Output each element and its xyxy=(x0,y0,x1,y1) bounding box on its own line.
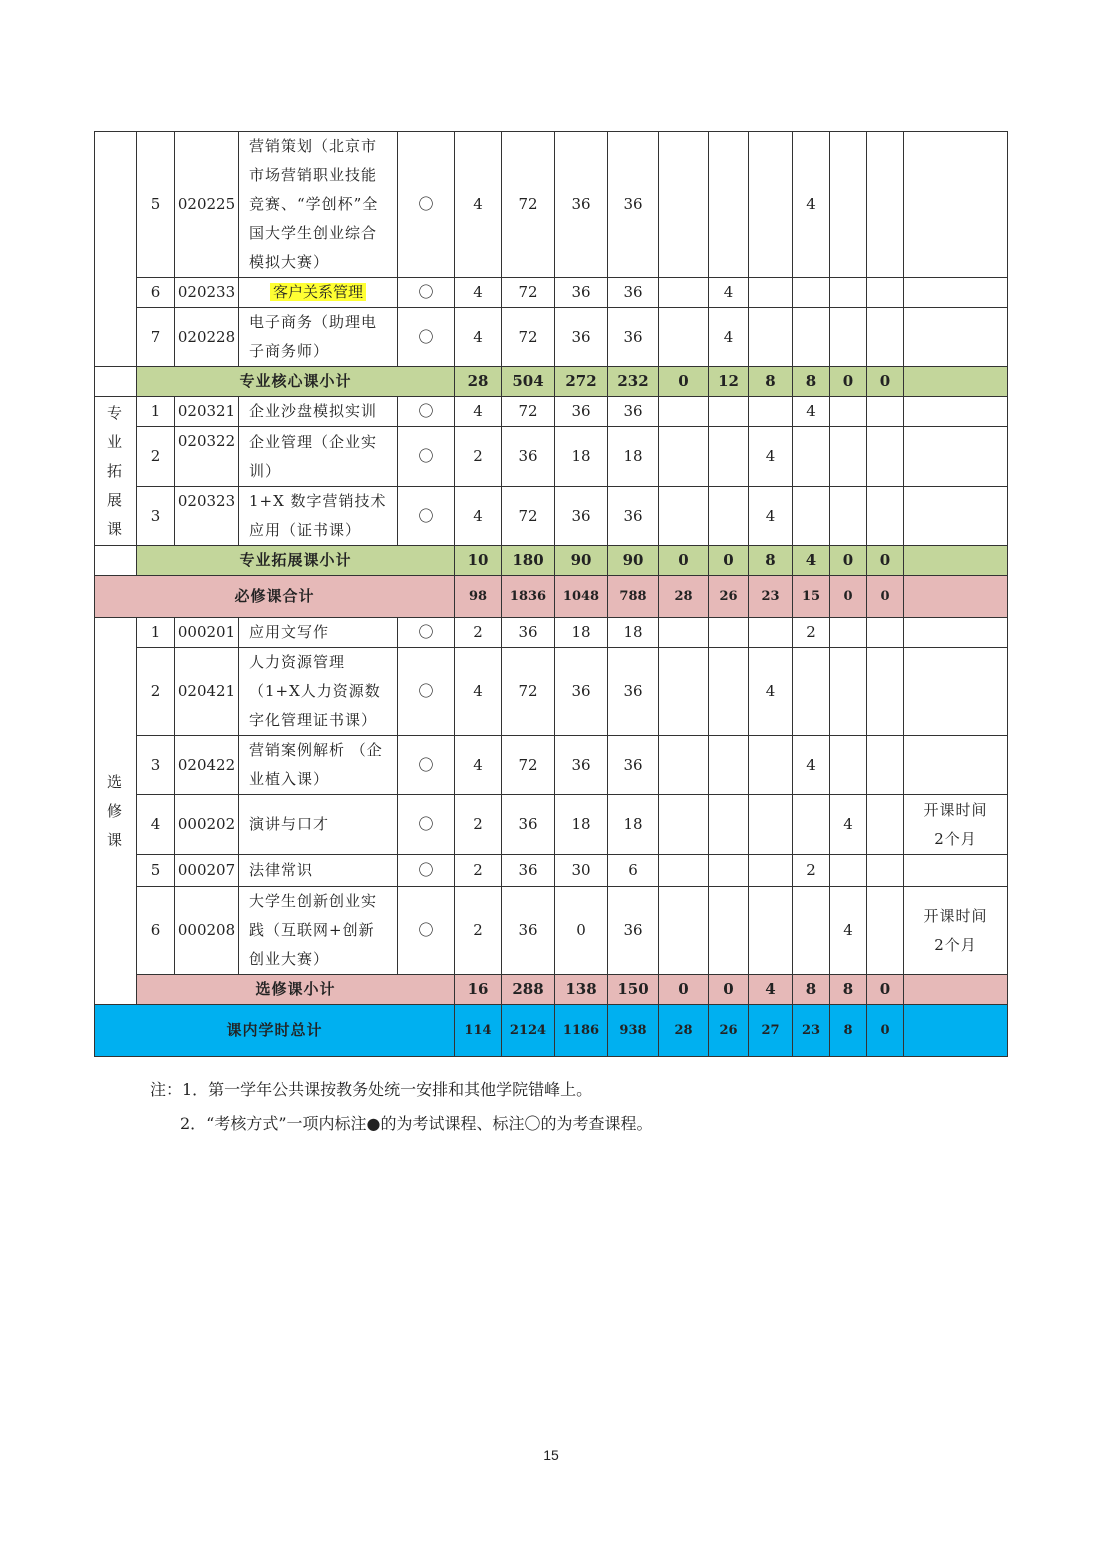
required-total-row xyxy=(95,576,1008,618)
table-row xyxy=(95,736,1008,795)
grand-total-value: 938 xyxy=(608,1005,659,1057)
total-hours: 36 xyxy=(502,887,555,975)
semester-2 xyxy=(709,132,749,278)
semester-2 xyxy=(709,427,749,487)
subtotal-value: 8 xyxy=(830,975,867,1005)
subtotal-value: 16 xyxy=(455,975,502,1005)
total-remark xyxy=(904,576,1008,618)
elective-subtotal-row xyxy=(95,975,1008,1005)
theory-hours: 30 xyxy=(555,855,608,887)
remark xyxy=(904,618,1008,648)
semester-6 xyxy=(867,736,904,795)
course-code: 020233 xyxy=(175,278,239,308)
semester-6 xyxy=(867,397,904,427)
assessment-mark: 〇 xyxy=(398,397,455,427)
grand-total-remark xyxy=(904,1005,1008,1057)
theory-hours: 36 xyxy=(555,278,608,308)
assessment-mark: 〇 xyxy=(398,795,455,855)
course-name: 大学生创新创业实践（互联网+创新创业大赛） xyxy=(239,887,398,975)
remark: 开课时间 2个月 xyxy=(904,887,1008,975)
semester-6 xyxy=(867,308,904,367)
course-name-highlighted: 客户关系管理 xyxy=(270,283,366,301)
semester-2: 4 xyxy=(709,278,749,308)
course-code: 020322 xyxy=(175,427,239,487)
table-row xyxy=(95,278,1008,308)
credit: 4 xyxy=(455,736,502,795)
practice-hours: 36 xyxy=(608,487,659,546)
remark xyxy=(904,736,1008,795)
practice-hours: 36 xyxy=(608,132,659,278)
total-hours: 72 xyxy=(502,397,555,427)
semester-3 xyxy=(749,397,793,427)
semester-4 xyxy=(793,278,830,308)
subtotal-remark xyxy=(904,546,1008,576)
grand-total-value: 27 xyxy=(749,1005,793,1057)
assessment-mark: 〇 xyxy=(398,736,455,795)
course-code: 020421 xyxy=(175,648,239,736)
row-number: 2 xyxy=(137,427,175,487)
grand-total-label: 课内学时总计 xyxy=(95,1005,455,1057)
group-cell-core xyxy=(95,132,137,367)
row-number: 5 xyxy=(137,132,175,278)
semester-5 xyxy=(830,618,867,648)
semester-2: 4 xyxy=(709,308,749,367)
semester-2 xyxy=(709,648,749,736)
subtotal-value: 0 xyxy=(659,975,709,1005)
remark xyxy=(904,132,1008,278)
total-hours: 36 xyxy=(502,427,555,487)
total-hours: 72 xyxy=(502,487,555,546)
credit: 2 xyxy=(455,795,502,855)
row-number: 6 xyxy=(137,278,175,308)
semester-4 xyxy=(793,795,830,855)
subtotal-value: 180 xyxy=(502,546,555,576)
grand-total-row xyxy=(95,1005,1008,1057)
assessment-mark: 〇 xyxy=(398,855,455,887)
course-name: 企业沙盘模拟实训 xyxy=(239,397,398,427)
credit: 2 xyxy=(455,887,502,975)
practice-hours: 18 xyxy=(608,427,659,487)
subtotal-value: 0 xyxy=(709,546,749,576)
total-hours: 72 xyxy=(502,278,555,308)
semester-6 xyxy=(867,132,904,278)
remark xyxy=(904,648,1008,736)
subtotal-value: 150 xyxy=(608,975,659,1005)
grand-total-value: 28 xyxy=(659,1005,709,1057)
remark xyxy=(904,397,1008,427)
practice-hours: 6 xyxy=(608,855,659,887)
practice-hours: 18 xyxy=(608,795,659,855)
subtotal-value: 0 xyxy=(830,546,867,576)
credit: 4 xyxy=(455,397,502,427)
total-hours: 36 xyxy=(502,855,555,887)
total-hours: 72 xyxy=(502,648,555,736)
extension-subtotal-row xyxy=(95,546,1008,576)
semester-1 xyxy=(659,887,709,975)
semester-2 xyxy=(709,736,749,795)
subtotal-value: 8 xyxy=(749,546,793,576)
subtotal-label: 专业拓展课小计 xyxy=(137,546,455,576)
semester-3 xyxy=(749,278,793,308)
total-value: 0 xyxy=(867,576,904,618)
grand-total-value: 23 xyxy=(793,1005,830,1057)
assessment-mark: 〇 xyxy=(398,427,455,487)
semester-6 xyxy=(867,278,904,308)
semester-5 xyxy=(830,855,867,887)
course-code: 020225 xyxy=(175,132,239,278)
semester-1 xyxy=(659,855,709,887)
semester-1 xyxy=(659,278,709,308)
total-value: 98 xyxy=(455,576,502,618)
course-name: 法律常识 xyxy=(239,855,398,887)
course-name: 企业管理（企业实训） xyxy=(239,427,398,487)
credit: 2 xyxy=(455,427,502,487)
semester-1 xyxy=(659,308,709,367)
semester-4: 4 xyxy=(793,397,830,427)
grand-total-value: 26 xyxy=(709,1005,749,1057)
row-number: 7 xyxy=(137,308,175,367)
theory-hours: 36 xyxy=(555,648,608,736)
subtotal-value: 10 xyxy=(455,546,502,576)
remark xyxy=(904,855,1008,887)
row-number: 3 xyxy=(137,487,175,546)
subtotal-blank xyxy=(95,367,137,397)
grand-total-value: 0 xyxy=(867,1005,904,1057)
assessment-mark: 〇 xyxy=(398,887,455,975)
assessment-mark: 〇 xyxy=(398,308,455,367)
assessment-mark: 〇 xyxy=(398,132,455,278)
credit: 4 xyxy=(455,132,502,278)
remark xyxy=(904,427,1008,487)
total-hours: 36 xyxy=(502,618,555,648)
course-code: 020323 xyxy=(175,487,239,546)
subtotal-value: 0 xyxy=(867,546,904,576)
subtotal-value: 90 xyxy=(555,546,608,576)
table-row xyxy=(95,132,1008,278)
semester-5 xyxy=(830,308,867,367)
table-row xyxy=(95,487,1008,546)
table-row xyxy=(95,308,1008,367)
theory-hours: 36 xyxy=(555,132,608,278)
theory-hours: 18 xyxy=(555,427,608,487)
theory-hours: 36 xyxy=(555,487,608,546)
page-number: 15 xyxy=(543,1447,559,1463)
subtotal-remark xyxy=(904,975,1008,1005)
row-number: 1 xyxy=(137,618,175,648)
semester-3 xyxy=(749,308,793,367)
course-code: 000207 xyxy=(175,855,239,887)
semester-6 xyxy=(867,648,904,736)
table-row xyxy=(95,795,1008,855)
subtotal-value: 0 xyxy=(830,367,867,397)
total-hours: 72 xyxy=(502,736,555,795)
subtotal-value: 0 xyxy=(867,975,904,1005)
remark: 开课时间 2个月 xyxy=(904,795,1008,855)
semester-1 xyxy=(659,427,709,487)
group-label-elective: 选修课 xyxy=(95,618,137,1005)
semester-4 xyxy=(793,648,830,736)
grand-total-value: 114 xyxy=(455,1005,502,1057)
total-value: 26 xyxy=(709,576,749,618)
subtotal-value: 8 xyxy=(793,367,830,397)
semester-1 xyxy=(659,736,709,795)
course-name: 演讲与口才 xyxy=(239,795,398,855)
semester-3: 4 xyxy=(749,487,793,546)
grand-total-value: 1186 xyxy=(555,1005,608,1057)
theory-hours: 36 xyxy=(555,308,608,367)
semester-5 xyxy=(830,648,867,736)
course-code: 020422 xyxy=(175,736,239,795)
subtotal-value: 272 xyxy=(555,367,608,397)
course-name: 人力资源管理（1+X人力资源数字化管理证书课） xyxy=(239,648,398,736)
practice-hours: 36 xyxy=(608,278,659,308)
course-code: 000201 xyxy=(175,618,239,648)
subtotal-value: 28 xyxy=(455,367,502,397)
total-value: 23 xyxy=(749,576,793,618)
semester-4: 2 xyxy=(793,618,830,648)
credit: 4 xyxy=(455,278,502,308)
semester-3: 4 xyxy=(749,648,793,736)
subtotal-blank xyxy=(95,546,137,576)
course-code: 020321 xyxy=(175,397,239,427)
semester-1 xyxy=(659,487,709,546)
semester-3 xyxy=(749,887,793,975)
group-label-extension: 专业拓展课 xyxy=(95,397,137,546)
semester-4 xyxy=(793,427,830,487)
core-subtotal-row xyxy=(95,367,1008,397)
semester-5 xyxy=(830,487,867,546)
footnote-2: 2．“考核方式”一项内标注●的为考试课程、标注〇的为考查课程。 xyxy=(180,1114,653,1133)
curriculum-table xyxy=(94,131,1008,1057)
row-number: 6 xyxy=(137,887,175,975)
semester-1 xyxy=(659,397,709,427)
practice-hours: 36 xyxy=(608,648,659,736)
row-number: 5 xyxy=(137,855,175,887)
semester-4: 2 xyxy=(793,855,830,887)
subtotal-value: 4 xyxy=(749,975,793,1005)
subtotal-remark xyxy=(904,367,1008,397)
subtotal-value: 0 xyxy=(867,367,904,397)
semester-2 xyxy=(709,487,749,546)
table-row xyxy=(95,648,1008,736)
subtotal-label: 选修课小计 xyxy=(137,975,455,1005)
footnote-1: 注：1．第一学年公共课按教务处统一安排和其他学院错峰上。 xyxy=(150,1080,593,1099)
remark xyxy=(904,308,1008,367)
subtotal-value: 138 xyxy=(555,975,608,1005)
semester-6 xyxy=(867,487,904,546)
semester-2 xyxy=(709,795,749,855)
total-hours: 36 xyxy=(502,795,555,855)
subtotal-value: 232 xyxy=(608,367,659,397)
course-code: 020228 xyxy=(175,308,239,367)
table-row xyxy=(95,427,1008,487)
semester-1 xyxy=(659,795,709,855)
subtotal-value: 0 xyxy=(659,367,709,397)
subtotal-value: 12 xyxy=(709,367,749,397)
semester-2 xyxy=(709,887,749,975)
semester-4: 4 xyxy=(793,132,830,278)
subtotal-value: 288 xyxy=(502,975,555,1005)
total-label: 必修课合计 xyxy=(95,576,455,618)
subtotal-value: 90 xyxy=(608,546,659,576)
semester-2 xyxy=(709,397,749,427)
credit: 4 xyxy=(455,648,502,736)
practice-hours: 36 xyxy=(608,736,659,795)
course-code: 000202 xyxy=(175,795,239,855)
subtotal-value: 0 xyxy=(659,546,709,576)
footnotes xyxy=(150,1073,653,1141)
course-name: 营销案例解析 （企业植入课） xyxy=(239,736,398,795)
semester-6 xyxy=(867,618,904,648)
semester-1 xyxy=(659,648,709,736)
semester-1 xyxy=(659,132,709,278)
row-number: 3 xyxy=(137,736,175,795)
credit: 2 xyxy=(455,618,502,648)
row-number: 1 xyxy=(137,397,175,427)
total-hours: 72 xyxy=(502,308,555,367)
table-row xyxy=(95,618,1008,648)
semester-6 xyxy=(867,887,904,975)
table-row xyxy=(95,397,1008,427)
theory-hours: 18 xyxy=(555,795,608,855)
remark xyxy=(904,487,1008,546)
subtotal-label: 专业核心课小计 xyxy=(137,367,455,397)
credit: 2 xyxy=(455,855,502,887)
semester-3 xyxy=(749,618,793,648)
practice-hours: 18 xyxy=(608,618,659,648)
semester-5 xyxy=(830,397,867,427)
course-name: 应用文写作 xyxy=(239,618,398,648)
semester-4 xyxy=(793,487,830,546)
grand-total-value: 2124 xyxy=(502,1005,555,1057)
assessment-mark: 〇 xyxy=(398,618,455,648)
semester-6 xyxy=(867,427,904,487)
semester-6 xyxy=(867,855,904,887)
subtotal-value: 8 xyxy=(749,367,793,397)
semester-1 xyxy=(659,618,709,648)
total-hours: 72 xyxy=(502,132,555,278)
semester-5 xyxy=(830,278,867,308)
semester-5 xyxy=(830,132,867,278)
course-code: 000208 xyxy=(175,887,239,975)
table-row xyxy=(95,887,1008,975)
remark xyxy=(904,278,1008,308)
semester-5 xyxy=(830,427,867,487)
semester-4 xyxy=(793,887,830,975)
subtotal-value: 8 xyxy=(793,975,830,1005)
theory-hours: 18 xyxy=(555,618,608,648)
semester-3 xyxy=(749,132,793,278)
assessment-mark: 〇 xyxy=(398,278,455,308)
row-number: 2 xyxy=(137,648,175,736)
grand-total-value: 8 xyxy=(830,1005,867,1057)
practice-hours: 36 xyxy=(608,397,659,427)
credit: 4 xyxy=(455,487,502,546)
subtotal-value: 4 xyxy=(793,546,830,576)
total-value: 0 xyxy=(830,576,867,618)
practice-hours: 36 xyxy=(608,308,659,367)
course-name: 营销策划（北京市市场营销职业技能竞赛、“学创杯”全国大学生创业综合模拟大赛） xyxy=(239,132,398,278)
semester-4: 4 xyxy=(793,736,830,795)
semester-3 xyxy=(749,736,793,795)
theory-hours: 36 xyxy=(555,397,608,427)
theory-hours: 36 xyxy=(555,736,608,795)
semester-5: 4 xyxy=(830,887,867,975)
total-value: 1048 xyxy=(555,576,608,618)
total-value: 788 xyxy=(608,576,659,618)
subtotal-value: 0 xyxy=(709,975,749,1005)
subtotal-value: 504 xyxy=(502,367,555,397)
total-value: 28 xyxy=(659,576,709,618)
semester-5: 4 xyxy=(830,795,867,855)
total-value: 15 xyxy=(793,576,830,618)
practice-hours: 36 xyxy=(608,887,659,975)
semester-4 xyxy=(793,308,830,367)
semester-5 xyxy=(830,736,867,795)
semester-3 xyxy=(749,795,793,855)
semester-2 xyxy=(709,855,749,887)
assessment-mark: 〇 xyxy=(398,487,455,546)
semester-2 xyxy=(709,618,749,648)
row-number: 4 xyxy=(137,795,175,855)
semester-3 xyxy=(749,855,793,887)
semester-6 xyxy=(867,795,904,855)
course-name: 1+X 数字营销技术应用（证书课） xyxy=(239,487,398,546)
credit: 4 xyxy=(455,308,502,367)
total-value: 1836 xyxy=(502,576,555,618)
theory-hours: 0 xyxy=(555,887,608,975)
semester-3: 4 xyxy=(749,427,793,487)
table-row xyxy=(95,855,1008,887)
course-name-cell xyxy=(239,278,398,308)
assessment-mark: 〇 xyxy=(398,648,455,736)
course-name: 电子商务（助理电子商务师） xyxy=(239,308,398,367)
